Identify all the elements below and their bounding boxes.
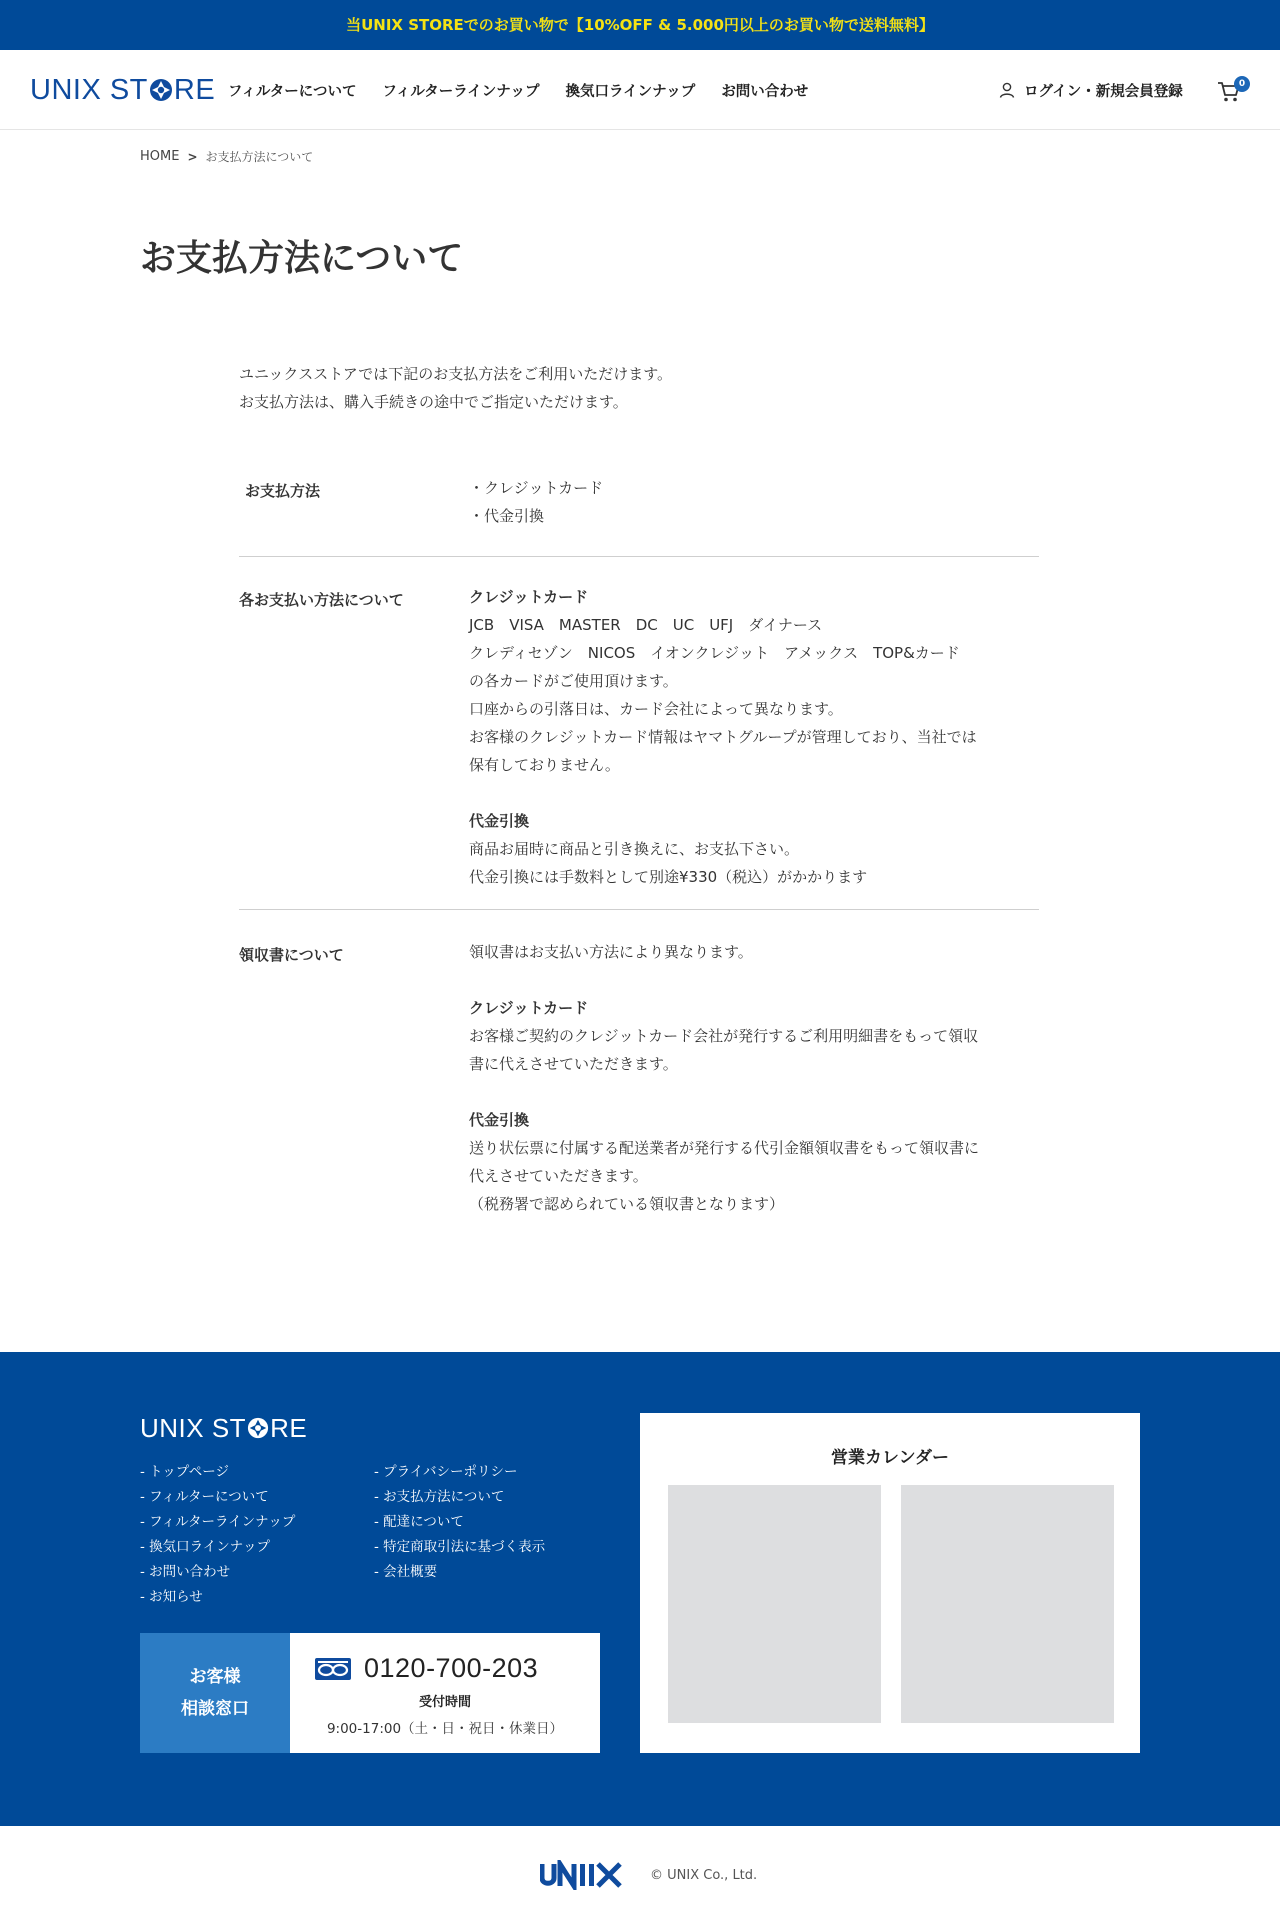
row-heading: 各お支払い方法について xyxy=(239,591,404,609)
site-footer xyxy=(0,1352,1280,1826)
customer-contact-box xyxy=(140,1633,600,1753)
row-heading: 領収書について xyxy=(239,946,344,964)
user-icon xyxy=(998,81,1016,99)
footer-logo[interactable] xyxy=(140,1413,307,1443)
credit-card-line: 書に代えさせていただきます。 xyxy=(469,1055,678,1073)
nav-item-contact[interactable]: お問い合わせ xyxy=(721,83,809,100)
receipt-intro: 領収書はお支払い方法により異なります。 xyxy=(469,943,753,961)
cod-line: 代金引換には手数料として別途¥330（税込）がかかります xyxy=(469,868,868,886)
footer-link[interactable]: - 配達について xyxy=(374,1514,464,1530)
contact-tel-area xyxy=(290,1633,600,1753)
login-register-link[interactable] xyxy=(998,50,1183,130)
calendar-month-placeholder xyxy=(668,1485,881,1723)
credit-card-title: クレジットカード xyxy=(469,588,589,606)
credit-card-line: の各カードがご使用頂けます。 xyxy=(469,672,678,690)
breadcrumb-separator: > xyxy=(187,149,198,164)
contact-label-line: お客様 xyxy=(189,1667,241,1687)
main-nav xyxy=(228,50,808,130)
nav-item-filter-about[interactable]: フィルターについて xyxy=(228,83,357,100)
table-row-method-details xyxy=(239,557,1039,910)
intro-line: ユニックスストアでは下記のお支払方法をご利用いただけます。 xyxy=(239,365,673,383)
hours-label: 受付時間 xyxy=(418,1695,471,1710)
credit-card-line: お客様のクレジットカード情報はヤマトグループが管理しており、当社では xyxy=(469,728,977,746)
contact-label xyxy=(140,1633,290,1753)
credit-card-line: JCB VISA MASTER DC UC UFJ ダイナース xyxy=(469,616,823,634)
table-row-payment-methods xyxy=(239,472,1039,557)
logo-text-suffix: RE xyxy=(173,73,216,106)
intro-text xyxy=(239,360,672,416)
cart-count-badge: 0 xyxy=(1234,76,1250,92)
intro-line: お支払方法は、購入手続きの途中でご指定いただけます。 xyxy=(239,393,628,411)
login-label: ログイン・新規会員登録 xyxy=(1024,83,1183,100)
footer-logo-o-mark-icon xyxy=(247,1417,269,1439)
credit-card-line: クレディセゾン NICOS イオンクレジット アメックス TOP&カード xyxy=(469,644,960,662)
row-heading: お支払方法 xyxy=(245,482,321,500)
table-row-receipts xyxy=(239,910,1039,1213)
footer-link[interactable]: - フィルターラインナップ xyxy=(140,1514,296,1530)
bottom-bar xyxy=(0,1826,1280,1925)
cod-title: 代金引換 xyxy=(469,1111,530,1129)
footer-logo-prefix: UNIX ST xyxy=(140,1412,247,1443)
breadcrumb xyxy=(140,148,313,165)
calendar-title: 営業カレンダー xyxy=(831,1448,949,1468)
site-header xyxy=(0,50,1280,130)
breadcrumb-home[interactable]: HOME xyxy=(140,149,180,164)
cod-line: 代えさせていただきます。 xyxy=(469,1167,648,1185)
cod-line: 送り状伝票に付属する配送業者が発行する代引金額領収書をもって領収書に xyxy=(469,1139,980,1157)
logo-o-mark-icon xyxy=(149,78,173,102)
footer-logo-suffix: RE xyxy=(270,1412,308,1443)
site-logo[interactable] xyxy=(30,73,215,107)
calendar-month-placeholder xyxy=(901,1485,1114,1723)
promo-banner: 当UNIX STOREでのお買い物で【10%OFF & 5.000円以上のお買い物で送料無料】 xyxy=(0,0,1280,50)
cod-line: （税務署で認められている領収書となります） xyxy=(469,1195,785,1213)
freedial-icon xyxy=(314,1657,352,1681)
business-calendar xyxy=(640,1413,1140,1753)
unix-corporate-logo-icon[interactable] xyxy=(540,1860,622,1890)
nav-item-filter-lineup[interactable]: フィルターラインナップ xyxy=(382,83,540,100)
breadcrumb-current: お支払方法について xyxy=(205,150,314,164)
footer-link[interactable]: - 特定商取引法に基づく表示 xyxy=(374,1539,546,1555)
footer-link[interactable]: - フィルターについて xyxy=(140,1489,269,1505)
footer-link[interactable]: - お問い合わせ xyxy=(140,1564,231,1580)
payment-method-item: ・代金引換 xyxy=(469,507,545,525)
footer-link[interactable]: - お支払方法について xyxy=(374,1489,505,1505)
tel-number[interactable]: 0120-700-203 xyxy=(364,1653,539,1683)
credit-card-line: お客様ご契約のクレジットカード会社が発行するご利用明細書をもって領収 xyxy=(469,1027,979,1045)
row-content xyxy=(469,583,1039,891)
credit-card-title: クレジットカード xyxy=(469,999,589,1017)
footer-link[interactable]: - プライバシーポリシー xyxy=(374,1464,518,1480)
row-content xyxy=(469,474,1039,530)
page-title: お支払方法について xyxy=(140,238,464,279)
footer-links-col2 xyxy=(374,1460,545,1585)
footer-link[interactable]: - お知らせ xyxy=(140,1589,203,1605)
footer-link[interactable]: - 換気口ラインナップ xyxy=(140,1539,270,1555)
footer-link[interactable]: - 会社概要 xyxy=(374,1564,438,1580)
credit-card-line: 保有しておりません。 xyxy=(469,756,620,774)
cod-title: 代金引換 xyxy=(469,812,530,830)
payment-method-item: ・クレジットカード xyxy=(469,479,604,497)
credit-card-line: 口座からの引落日は、カード会社によって異なります。 xyxy=(469,700,843,718)
footer-links-col1 xyxy=(140,1460,295,1610)
nav-item-vent-lineup[interactable]: 換気口ラインナップ xyxy=(565,83,696,100)
copyright: © UNIX Co., Ltd. xyxy=(650,1868,758,1883)
row-content xyxy=(469,938,1039,1218)
hours-value: 9:00-17:00（土・日・祝日・休業日） xyxy=(326,1721,564,1737)
contact-label-line: 相談窓口 xyxy=(181,1699,249,1719)
logo-text-prefix: UNIX ST xyxy=(30,73,148,106)
footer-link[interactable]: - トップページ xyxy=(140,1464,229,1480)
cod-line: 商品お届時に商品と引き換えに、お支払下さい。 xyxy=(469,840,800,858)
